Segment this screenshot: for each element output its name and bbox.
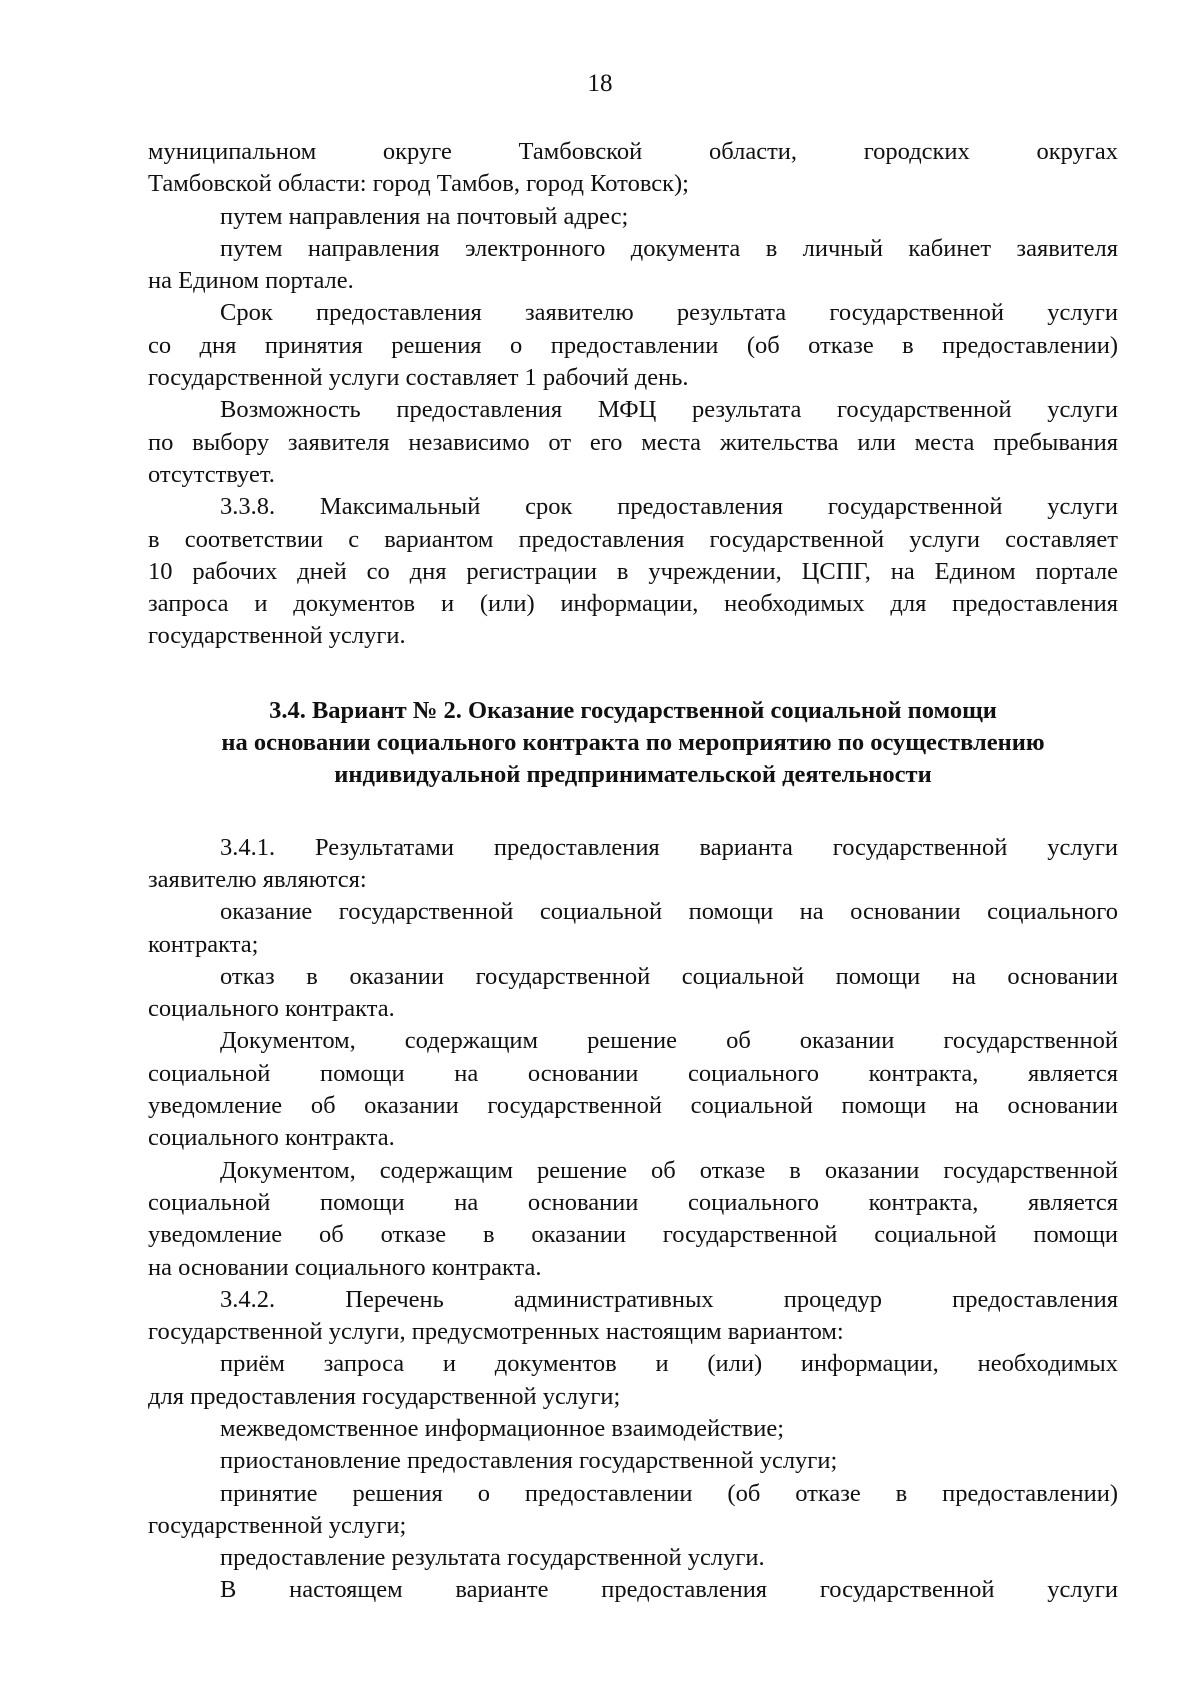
paragraph-line: уведомление об оказании государственной социальной помощи на основании bbox=[148, 1092, 1118, 1120]
paragraph-line: отказ в оказании государственной социальной помощи на основании bbox=[220, 962, 1118, 990]
paragraph-line: государственной услуги. bbox=[148, 622, 406, 650]
paragraph-line: приостановление предоставления государственной услуги; bbox=[220, 1447, 838, 1475]
paragraph-line: уведомление об отказе в оказании государственной социальной помощи bbox=[148, 1221, 1118, 1249]
text-block-2 bbox=[148, 832, 1118, 1607]
page-content bbox=[148, 136, 1118, 1607]
paragraph-line: на Едином портале. bbox=[148, 267, 354, 295]
paragraph-line: муниципальном округе Тамбовской области, городских округах bbox=[148, 138, 1118, 165]
paragraph-line: на основании социального контракта. bbox=[148, 1253, 542, 1281]
paragraph-line: заявителю являются: bbox=[148, 865, 367, 893]
paragraph-line: для предоставления государственной услуги; bbox=[148, 1382, 621, 1410]
paragraph-line: 10 рабочих дней со дня регистрации в учреждении, ЦСПГ, на Едином портале bbox=[148, 557, 1118, 585]
paragraph-line: Документом, содержащим решение об оказании государственной bbox=[220, 1027, 1118, 1055]
paragraph-line: предоставление результата государственной услуги. bbox=[220, 1544, 765, 1572]
paragraph-line: 3.3.8. Максимальный срок предоставления государственной услуги bbox=[220, 493, 1118, 521]
paragraph-line: государственной услуги, предусмотренных настоящим вариантом: bbox=[148, 1318, 844, 1346]
heading-line: индивидуальной предпринимательской деятельности bbox=[334, 761, 932, 789]
paragraph-line: путем направления на почтовый адрес; bbox=[220, 202, 629, 230]
paragraph-line: отсутствует. bbox=[148, 460, 275, 488]
paragraph-line: социального контракта. bbox=[148, 1124, 395, 1152]
paragraph-line: Тамбовской области: город Тамбов, город Котовск); bbox=[148, 170, 689, 198]
paragraph-line: контракта; bbox=[148, 930, 259, 958]
section-heading bbox=[148, 695, 1118, 792]
paragraph-line: 3.4.1. Результатами предоставления варианта государственной услуги bbox=[220, 833, 1118, 861]
paragraph-line: в соответствии с вариантом предоставления государственной услуги составляет bbox=[148, 525, 1118, 553]
paragraph-line: В настоящем варианте предоставления государственной услуги bbox=[220, 1576, 1118, 1604]
paragraph-line: со дня принятия решения о предоставлении (об отказе в предоставлении) bbox=[148, 331, 1118, 359]
paragraph-line: Возможность предоставления МФЦ результата государственной услуги bbox=[220, 396, 1118, 424]
text-block-1 bbox=[148, 136, 1118, 653]
paragraph-line: Срок предоставления заявителю результата государственной услуги bbox=[220, 299, 1118, 327]
paragraph-line: Документом, содержащим решение об отказе в оказании государственной bbox=[220, 1156, 1118, 1184]
paragraph-line: по выбору заявителя независимо от его места жительства или места пребывания bbox=[148, 428, 1118, 456]
paragraph-line: 3.4.2. Перечень административных процедур предоставления bbox=[220, 1285, 1118, 1313]
paragraph-line: государственной услуги составляет 1 рабочий день. bbox=[148, 364, 689, 392]
paragraph-line: запроса и документов и (или) информации, необходимых для предоставления bbox=[148, 590, 1118, 618]
heading-line: 3.4. Вариант № 2. Оказание государственной социальной помощи bbox=[269, 696, 997, 724]
paragraph-line: межведомственное информационное взаимодействие; bbox=[220, 1414, 785, 1442]
paragraph-line: оказание государственной социальной помощи на основании социального bbox=[220, 898, 1118, 926]
paragraph-line: социальной помощи на основании социального контракта, является bbox=[148, 1188, 1118, 1216]
paragraph-line: приём запроса и документов и (или) информации, необходимых bbox=[220, 1350, 1118, 1378]
heading-line: на основании социального контракта по мероприятию по осуществлению bbox=[221, 729, 1045, 757]
paragraph-line: принятие решения о предоставлении (об отказе в предоставлении) bbox=[220, 1479, 1118, 1507]
page-number: 18 bbox=[587, 70, 613, 97]
paragraph-line: путем направления электронного документа в личный кабинет заявителя bbox=[220, 234, 1118, 262]
paragraph-line: социальной помощи на основании социального контракта, является bbox=[148, 1059, 1118, 1087]
paragraph-line: социального контракта. bbox=[148, 995, 395, 1023]
paragraph-line: государственной услуги; bbox=[148, 1511, 407, 1539]
